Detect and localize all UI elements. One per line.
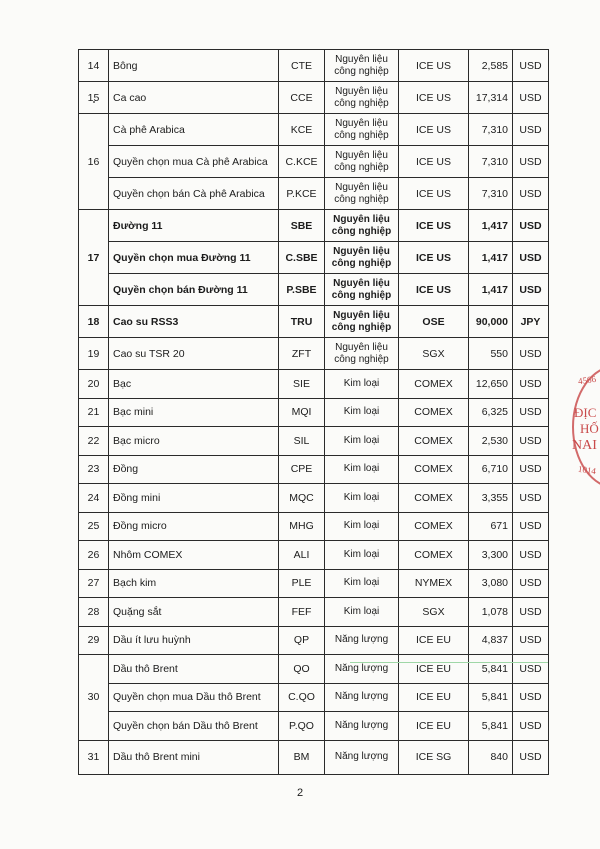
row-number: 22 — [79, 427, 109, 456]
commodity-group: Nguyên liệu công nghiệp — [325, 274, 399, 306]
commodity-name: Đồng micro — [109, 512, 279, 541]
currency: USD — [513, 146, 549, 178]
commodity-code: ALI — [279, 541, 325, 570]
margin-value: 1,417 — [469, 210, 513, 242]
red-seal-stamp — [566, 365, 600, 485]
currency: USD — [513, 50, 549, 82]
commodity-group: Năng lượng — [325, 626, 399, 655]
seal-text: 1014 — [577, 463, 597, 477]
exchange: SGX — [399, 338, 469, 370]
currency: USD — [513, 512, 549, 541]
commodity-code: MQC — [279, 484, 325, 513]
commodity-margin-table — [78, 49, 549, 775]
commodity-code: SBE — [279, 210, 325, 242]
commodity-group: Nguyên liệu công nghiệp — [325, 242, 399, 274]
commodity-code: KCE — [279, 114, 325, 146]
commodity-code: CPE — [279, 455, 325, 484]
table-row — [79, 484, 549, 513]
margin-value: 17,314 — [469, 82, 513, 114]
table-row — [79, 146, 549, 178]
row-number: 24 — [79, 484, 109, 513]
commodity-name: Quyền chọn mua Đường 11 — [109, 242, 279, 274]
margin-value: 5,841 — [469, 683, 513, 712]
commodity-name: Bông — [109, 50, 279, 82]
commodity-group: Kim loại — [325, 455, 399, 484]
commodity-group: Năng lượng — [325, 712, 399, 741]
exchange: COMEX — [399, 370, 469, 399]
margin-value: 1,417 — [469, 242, 513, 274]
commodity-group: Nguyên liệu công nghiệp — [325, 146, 399, 178]
exchange: ICE EU — [399, 655, 469, 684]
commodity-group: Nguyên liệu công nghiệp — [325, 50, 399, 82]
margin-value: 1,417 — [469, 274, 513, 306]
row-number: 15 — [79, 82, 109, 114]
currency: USD — [513, 598, 549, 627]
commodity-code: BM — [279, 740, 325, 774]
table-row — [79, 626, 549, 655]
row-number: 20 — [79, 370, 109, 399]
commodity-code: TRU — [279, 306, 325, 338]
commodity-code: QP — [279, 626, 325, 655]
commodity-code: ZFT — [279, 338, 325, 370]
currency: USD — [513, 242, 549, 274]
table-row — [79, 712, 549, 741]
exchange: COMEX — [399, 512, 469, 541]
commodity-code: P.KCE — [279, 178, 325, 210]
commodity-group: Kim loại — [325, 370, 399, 399]
page-number: 2 — [296, 787, 304, 799]
commodity-group: Kim loại — [325, 398, 399, 427]
currency: USD — [513, 114, 549, 146]
margin-value: 12,650 — [469, 370, 513, 399]
exchange: ICE EU — [399, 626, 469, 655]
commodity-group: Năng lượng — [325, 655, 399, 684]
commodity-group: Kim loại — [325, 427, 399, 456]
exchange: ICE US — [399, 114, 469, 146]
currency: USD — [513, 569, 549, 598]
margin-value: 7,310 — [469, 178, 513, 210]
currency: USD — [513, 740, 549, 774]
commodity-name: Bạc — [109, 370, 279, 399]
commodity-code: MHG — [279, 512, 325, 541]
commodity-name: Quyền chọn bán Dầu thô Brent — [109, 712, 279, 741]
table-row — [79, 178, 549, 210]
currency: USD — [513, 655, 549, 684]
currency: USD — [513, 626, 549, 655]
margin-value: 7,310 — [469, 114, 513, 146]
currency: USD — [513, 712, 549, 741]
currency: USD — [513, 338, 549, 370]
currency: USD — [513, 398, 549, 427]
seal-text: 4566 — [577, 373, 597, 387]
row-number: 23 — [79, 455, 109, 484]
currency: USD — [513, 683, 549, 712]
table-row — [79, 210, 549, 242]
table-row — [79, 82, 549, 114]
commodity-name: Bạc mini — [109, 398, 279, 427]
exchange: OSE — [399, 306, 469, 338]
row-number: 31 — [79, 740, 109, 774]
exchange: ICE US — [399, 242, 469, 274]
commodity-group: Năng lượng — [325, 683, 399, 712]
table-row — [79, 274, 549, 306]
currency: USD — [513, 455, 549, 484]
exchange: COMEX — [399, 427, 469, 456]
commodity-code: FEF — [279, 598, 325, 627]
currency: USD — [513, 427, 549, 456]
exchange: ICE EU — [399, 683, 469, 712]
commodity-name: Đồng — [109, 455, 279, 484]
row-number: 19 — [79, 338, 109, 370]
commodity-group: Kim loại — [325, 569, 399, 598]
exchange: ICE US — [399, 146, 469, 178]
commodity-name: Quyền chọn mua Dầu thô Brent — [109, 683, 279, 712]
commodity-code: PLE — [279, 569, 325, 598]
commodity-group: Nguyên liệu công nghiệp — [325, 210, 399, 242]
row-number: 30 — [79, 655, 109, 741]
table-row — [79, 541, 549, 570]
margin-value: 3,300 — [469, 541, 513, 570]
table-row — [79, 455, 549, 484]
seal-text: NAI — [572, 438, 597, 453]
table-row — [79, 740, 549, 774]
commodity-group: Nguyên liệu công nghiệp — [325, 338, 399, 370]
commodity-name: Quặng sắt — [109, 598, 279, 627]
commodity-name: Ca cao — [109, 82, 279, 114]
currency: JPY — [513, 306, 549, 338]
commodity-code: QO — [279, 655, 325, 684]
exchange: COMEX — [399, 455, 469, 484]
table-row — [79, 306, 549, 338]
margin-value: 3,355 — [469, 484, 513, 513]
commodity-code: CCE — [279, 82, 325, 114]
commodity-name: Cà phê Arabica — [109, 114, 279, 146]
exchange: COMEX — [399, 541, 469, 570]
margin-value: 6,325 — [469, 398, 513, 427]
commodity-code: MQI — [279, 398, 325, 427]
seal-text: ĐỊC — [574, 405, 597, 420]
commodity-name: Đồng mini — [109, 484, 279, 513]
currency: USD — [513, 484, 549, 513]
row-number: 17 — [79, 210, 109, 306]
currency: USD — [513, 178, 549, 210]
row-number: 28 — [79, 598, 109, 627]
currency: USD — [513, 370, 549, 399]
table-row — [79, 655, 549, 684]
margin-value: 7,310 — [469, 146, 513, 178]
commodity-name: Đường 11 — [109, 210, 279, 242]
commodity-group: Kim loại — [325, 484, 399, 513]
commodity-group: Năng lượng — [325, 740, 399, 774]
margin-value: 5,841 — [469, 655, 513, 684]
row-number: 26 — [79, 541, 109, 570]
highlight-mark — [350, 662, 548, 663]
table-row — [79, 338, 549, 370]
margin-value: 4,837 — [469, 626, 513, 655]
commodity-name: Dầu thô Brent — [109, 655, 279, 684]
margin-value: 6,710 — [469, 455, 513, 484]
row-number: 25 — [79, 512, 109, 541]
margin-value: 671 — [469, 512, 513, 541]
exchange: ICE US — [399, 50, 469, 82]
exchange: ICE US — [399, 210, 469, 242]
table-row — [79, 569, 549, 598]
exchange: ICE US — [399, 274, 469, 306]
table-row — [79, 598, 549, 627]
exchange: ICE SG — [399, 740, 469, 774]
table-row — [79, 512, 549, 541]
table-row — [79, 370, 549, 399]
table-row — [79, 398, 549, 427]
exchange: NYMEX — [399, 569, 469, 598]
commodity-group: Nguyên liệu công nghiệp — [325, 114, 399, 146]
currency: USD — [513, 541, 549, 570]
commodity-name: Nhôm COMEX — [109, 541, 279, 570]
commodity-code: CTE — [279, 50, 325, 82]
table-row — [79, 242, 549, 274]
row-number: 29 — [79, 626, 109, 655]
exchange: ICE EU — [399, 712, 469, 741]
table-row — [79, 427, 549, 456]
row-number: 16 — [79, 114, 109, 210]
commodity-name: Quyền chọn mua Cà phê Arabica — [109, 146, 279, 178]
exchange: COMEX — [399, 484, 469, 513]
currency: USD — [513, 274, 549, 306]
commodity-name: Dầu ít lưu huỳnh — [109, 626, 279, 655]
margin-value: 3,080 — [469, 569, 513, 598]
currency: USD — [513, 82, 549, 114]
margin-value: 2,530 — [469, 427, 513, 456]
commodity-group: Nguyên liệu công nghiệp — [325, 178, 399, 210]
commodity-group: Kim loại — [325, 541, 399, 570]
commodity-code: P.QO — [279, 712, 325, 741]
commodity-code: P.SBE — [279, 274, 325, 306]
commodity-group: Kim loại — [325, 512, 399, 541]
commodity-code: C.SBE — [279, 242, 325, 274]
commodity-name: Cao su RSS3 — [109, 306, 279, 338]
exchange: COMEX — [399, 398, 469, 427]
commodity-name: Bạch kim — [109, 569, 279, 598]
commodity-name: Dầu thô Brent mini — [109, 740, 279, 774]
commodity-name: Quyền chọn bán Cà phê Arabica — [109, 178, 279, 210]
margin-value: 840 — [469, 740, 513, 774]
commodity-code: SIE — [279, 370, 325, 399]
commodity-code: C.QO — [279, 683, 325, 712]
table-row — [79, 683, 549, 712]
commodity-code: C.KCE — [279, 146, 325, 178]
commodity-group: Nguyên liệu công nghiệp — [325, 82, 399, 114]
table-row — [79, 50, 549, 82]
commodity-group: Kim loại — [325, 598, 399, 627]
commodity-code: SIL — [279, 427, 325, 456]
seal-text: HỐ — [580, 421, 599, 436]
commodity-name: Bạc micro — [109, 427, 279, 456]
margin-value: 550 — [469, 338, 513, 370]
exchange: SGX — [399, 598, 469, 627]
row-number: 14 — [79, 50, 109, 82]
row-number: 18 — [79, 306, 109, 338]
commodity-name: Quyền chọn bán Đường 11 — [109, 274, 279, 306]
margin-value: 90,000 — [469, 306, 513, 338]
currency: USD — [513, 210, 549, 242]
commodity-name: Cao su TSR 20 — [109, 338, 279, 370]
margin-value: 2,585 — [469, 50, 513, 82]
table-row — [79, 114, 549, 146]
row-number: 21 — [79, 398, 109, 427]
exchange: ICE US — [399, 178, 469, 210]
commodity-group: Nguyên liệu công nghiệp — [325, 306, 399, 338]
margin-value: 5,841 — [469, 712, 513, 741]
margin-value: 1,078 — [469, 598, 513, 627]
exchange: ICE US — [399, 82, 469, 114]
row-number: 27 — [79, 569, 109, 598]
